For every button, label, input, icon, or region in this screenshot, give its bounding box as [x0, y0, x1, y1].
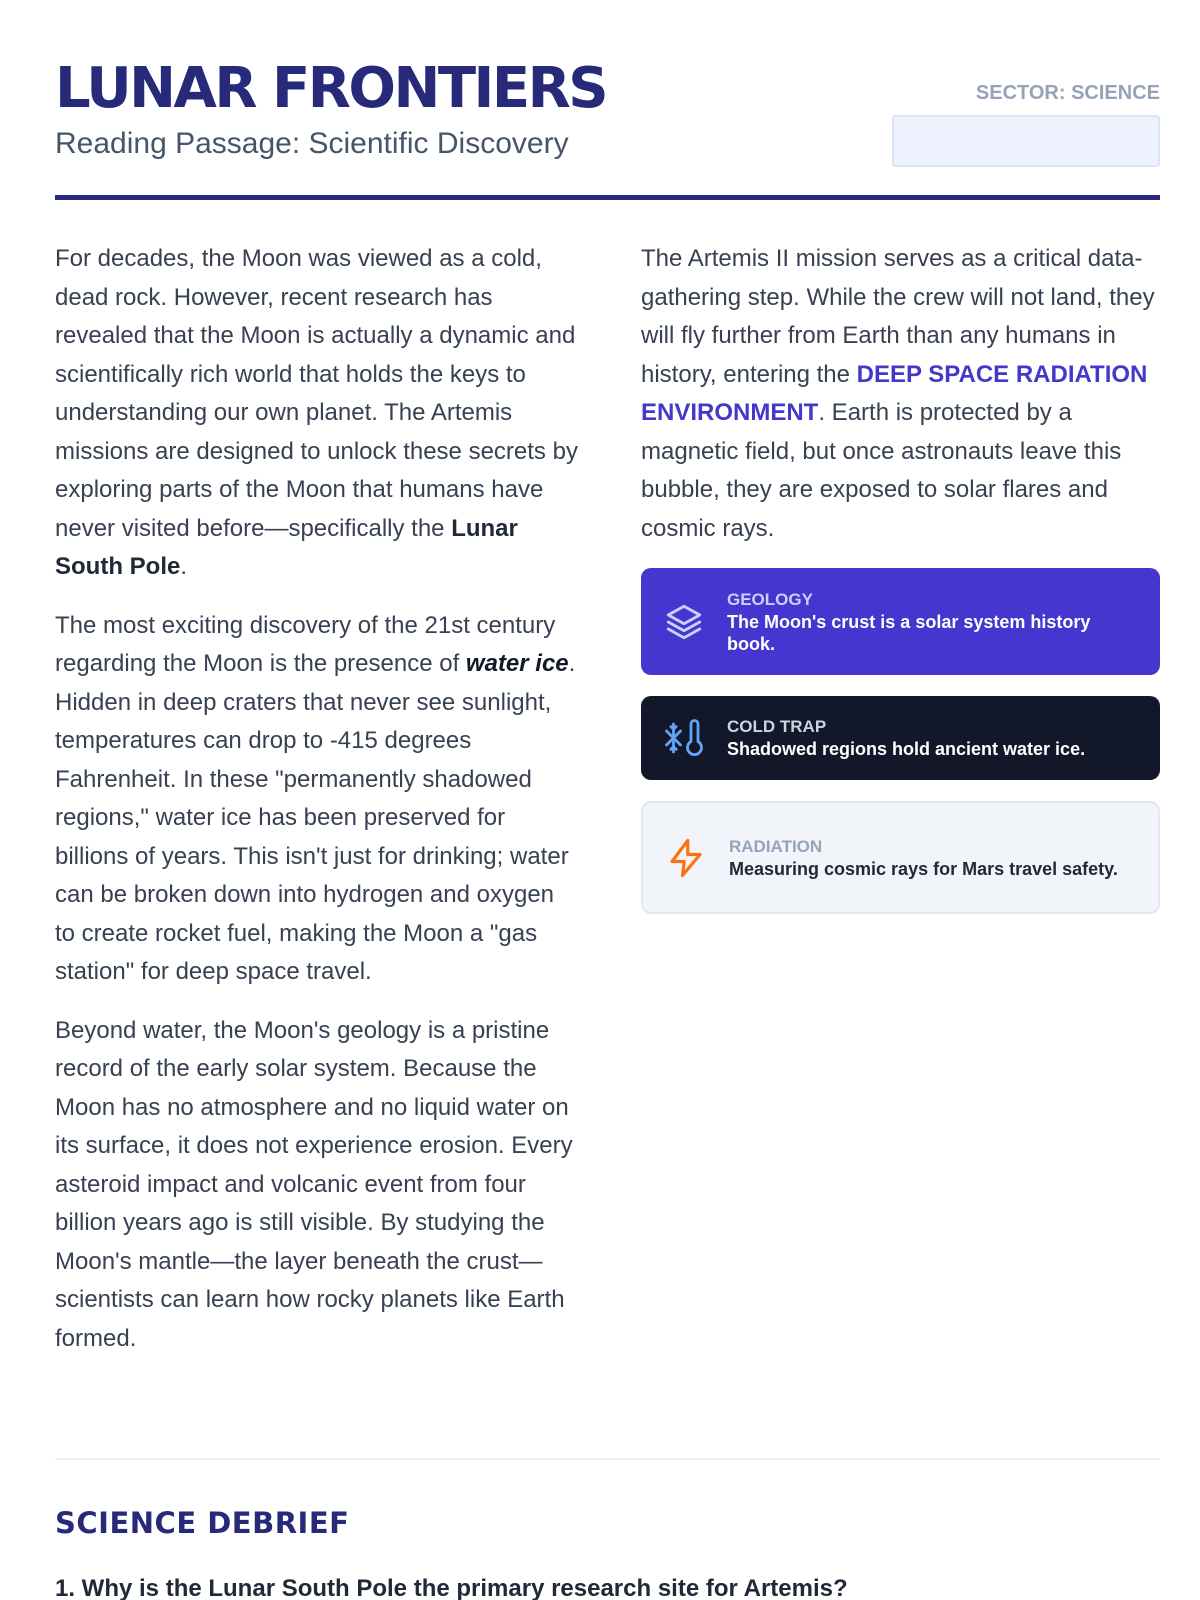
- layers-icon: [641, 601, 727, 643]
- cold-trap-card: [641, 696, 1160, 780]
- passage-left-column: [55, 240, 580, 1378]
- page-title: LUNAR FRONTIERS: [55, 56, 607, 121]
- thermometer-snowflake-icon: [641, 717, 727, 759]
- passage-paragraph-2: The most exciting discovery of the 21st century regarding the Moon is the presence of water ice. Hidden in deep craters that never see sunlight, temperatures can drop to -415 degrees Fahrenheit. In these "permanently shadowed regions," water ice has been preserved for billions of years. This isn't just for drinking; water can be broken down into hydrogen and oxygen to create rocket fuel, making the Moon a "gas station" for deep space travel.: [55, 611, 576, 985]
- passage-paragraph-1: For decades, the Moon was viewed as a cold, dead rock. However, recent research has revealed that the Moon is actually a dynamic and scientifically rich world that holds the keys to understanding our own planet. The Artemis missions are designed to unlock these secrets by exploring parts of the Moon that humans have never visited before—specifically the Lunar South Pole.: [55, 245, 578, 580]
- cold-trap-card-label: COLD TRAP: [727, 717, 827, 736]
- passage-right-column: [641, 240, 1160, 935]
- lunar-south-pole-term: Lunar South Pole: [55, 514, 518, 580]
- geology-card-label: GEOLOGY: [727, 589, 813, 609]
- radiation-card-text: Measuring cosmic rays for Mars travel safety.: [729, 858, 1118, 879]
- geology-card: [641, 568, 1160, 675]
- water-ice-term: water ice: [465, 650, 569, 677]
- page-header: [55, 58, 1160, 202]
- header-divider: [55, 195, 1160, 200]
- lightning-icon: [643, 837, 729, 879]
- page-subtitle: Reading Passage: Scientific Discovery: [55, 127, 569, 160]
- sector-field[interactable]: [892, 115, 1160, 167]
- passage-paragraph-3: Beyond water, the Moon's geology is a pristine record of the early solar system. Because the Moon has no atmosphere and no liquid water on its surface, it does not experience erosion. Every asteroid impact and volcanic event from four billion years ago is still visible. By studying the Moon's mantle—the layer beneath the crust—scientists can learn how rocky planets like Earth formed.: [55, 1016, 573, 1352]
- radiation-card-label: RADIATION: [729, 836, 823, 856]
- radiation-card: [641, 801, 1160, 914]
- cold-trap-card-text: Shadowed regions hold ancient water ice.: [727, 739, 1086, 759]
- geology-card-text: The Moon's crust is a solar system history book.: [727, 611, 1091, 654]
- passage-paragraph-4: The Artemis II mission serves as a critical data-gathering step. While the crew will not land, they will fly further from Earth than any humans in history, entering the DEEP SPACE RADIATION ENVIRONMENT. Earth is protected by a magnetic field, but once astronauts leave this bubble, they are exposed to solar flares and cosmic rays.: [641, 245, 1155, 542]
- section-divider: [55, 1458, 1160, 1460]
- radiation-environment-term: DEEP SPACE RADIATION ENVIRONMENT: [641, 360, 1148, 426]
- question-1: 1. Why is the Lunar South Pole the primary research site for Artemis?: [55, 1575, 848, 1600]
- sector-label: SECTOR: SCIENCE: [975, 82, 1160, 104]
- debrief-title: SCIENCE DEBRIEF: [55, 1506, 350, 1540]
